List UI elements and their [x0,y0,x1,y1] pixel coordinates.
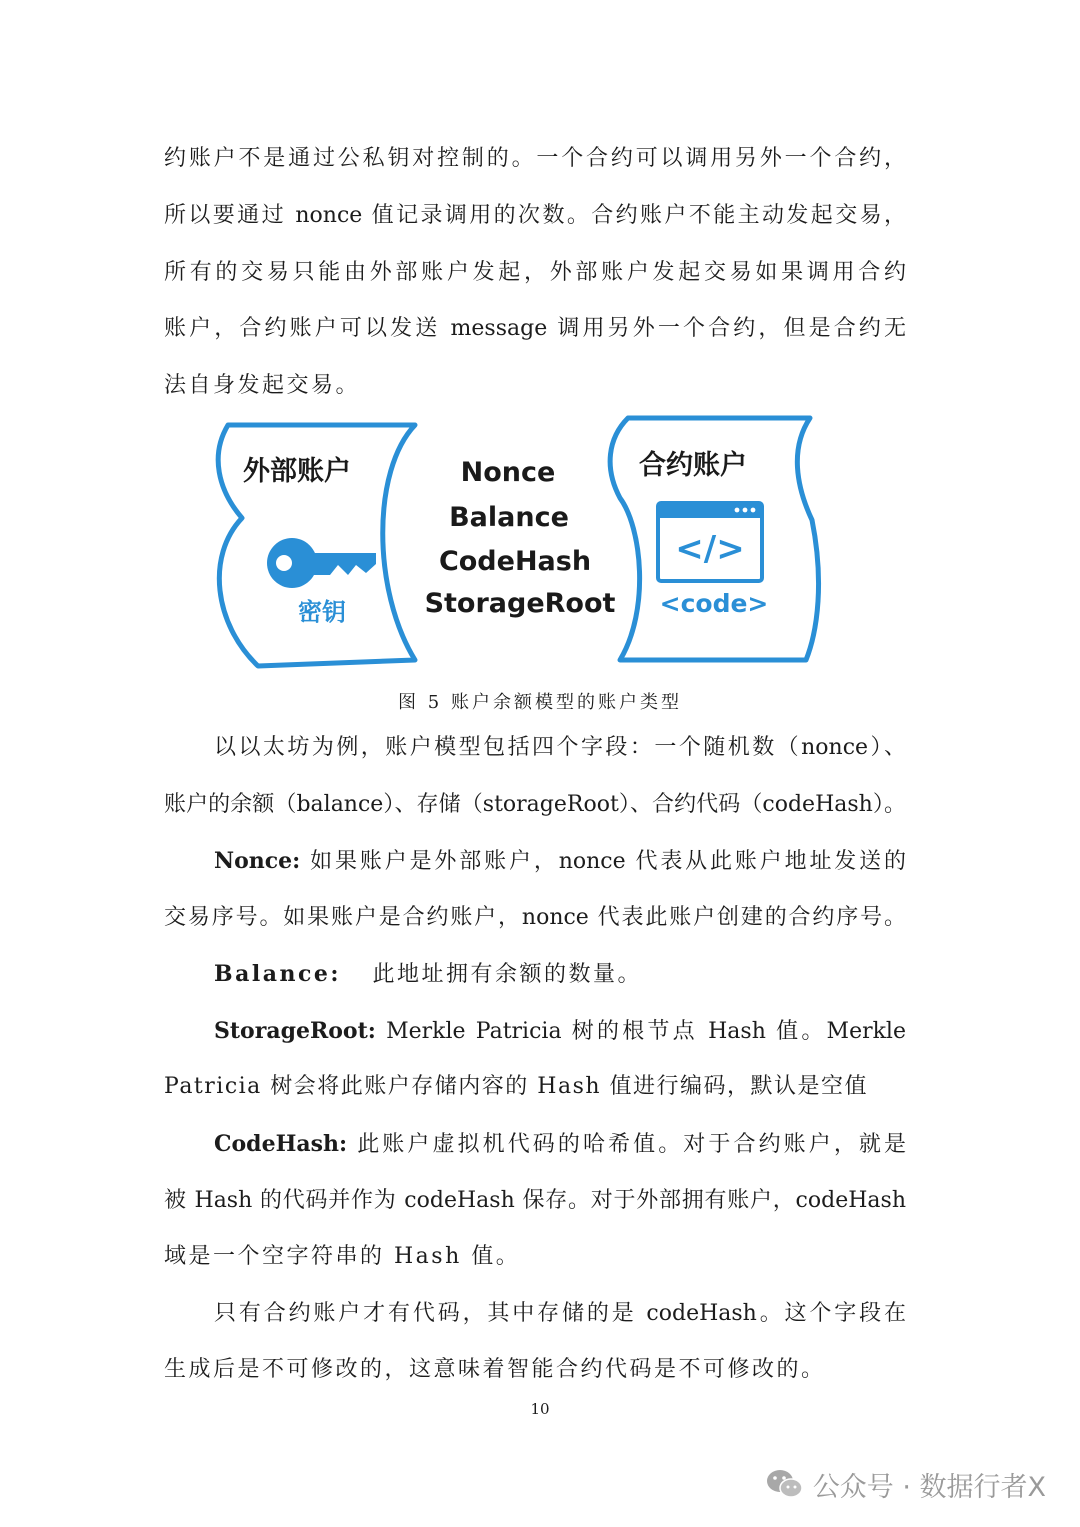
body-text-line: 约账户不是通过公私钥对控制的。一个合约可以调用另外一个合约， [164,146,906,171]
watermark-text: 公众号 · 数据行者X [812,1471,1046,1503]
body-text-line: 只有合约账户才有代码，其中存储的是 codeHash。这个字段在 [214,1301,906,1326]
storageroot-definition-line [214,1016,906,1047]
nonce-definition-line [214,846,906,877]
figure-field-storageroot: StorageRoot [424,588,616,619]
body-text-line: Patricia 树会将此账户存储内容的 Hash 值进行编码，默认是空值 [164,1074,869,1099]
storageroot-description: Merkle Patricia 树的根节点 Hash 值。Merkle [386,1019,906,1044]
figure-field-balance: Balance [449,502,569,533]
wechat-icon [765,1467,805,1501]
term-codehash: CodeHash: [214,1131,348,1157]
code-symbol: </> [675,529,745,569]
watermark [765,1462,1046,1506]
body-text-line: 以以太坊为例，账户模型包括四个字段：一个随机数（nonce）、 [214,735,906,760]
contract-account-title: 合约账户 [639,450,747,481]
code-window-icon [658,503,762,581]
body-text-line: 法自身发起交易。 [164,373,361,398]
figure-field-nonce: Nonce [460,457,556,488]
figure-field-codehash: CodeHash [438,546,592,577]
term-nonce: Nonce: [214,848,301,874]
term-balance: Balance: [214,961,341,987]
body-text-line: 账户，合约账户可以发送 message 调用另外一个合约，但是合约无 [164,316,906,341]
body-text-line: 生成后是不可修改的，这意味着智能合约代码是不可修改的。 [164,1357,826,1382]
body-text-line: 被 Hash 的代码并作为 codeHash 保存。对于外部拥有账户，codeHash [164,1188,906,1213]
nonce-description: 如果账户是外部账户，nonce 代表从此账户地址发送的 [310,849,907,874]
balance-description: 此地址拥有余额的数量。 [372,962,642,987]
key-icon [267,538,376,588]
body-text-line: 域是一个空字符串的 Hash 值。 [164,1244,521,1269]
codehash-definition-line [214,1129,906,1160]
balance-definition-line [214,959,906,990]
term-storageroot: StorageRoot: [214,1018,376,1044]
page-number: 10 [530,1400,550,1418]
contract-code-label: <code> [659,589,769,618]
body-text-line: 交易序号。如果账户是合约账户，nonce 代表此账户创建的合约序号。 [164,905,906,930]
external-account-title: 外部账户 [243,456,351,487]
account-types-figure [0,0,1080,690]
body-text-line: 账户的余额（balance）、存储（storageRoot）、合约代码（codeHash）。 [164,792,906,817]
body-text-line: 所有的交易只能由外部账户发起，外部账户发起交易如果调用合约 [164,260,906,285]
codehash-description: 此账户虚拟机代码的哈希值。对于合约账户，就是 [357,1132,906,1157]
external-key-label: 密钥 [298,598,346,626]
figure-caption: 图 5 账户余额模型的账户类型 [398,692,682,713]
body-text-line: 所以要通过 nonce 值记录调用的次数。合约账户不能主动发起交易， [164,203,906,228]
